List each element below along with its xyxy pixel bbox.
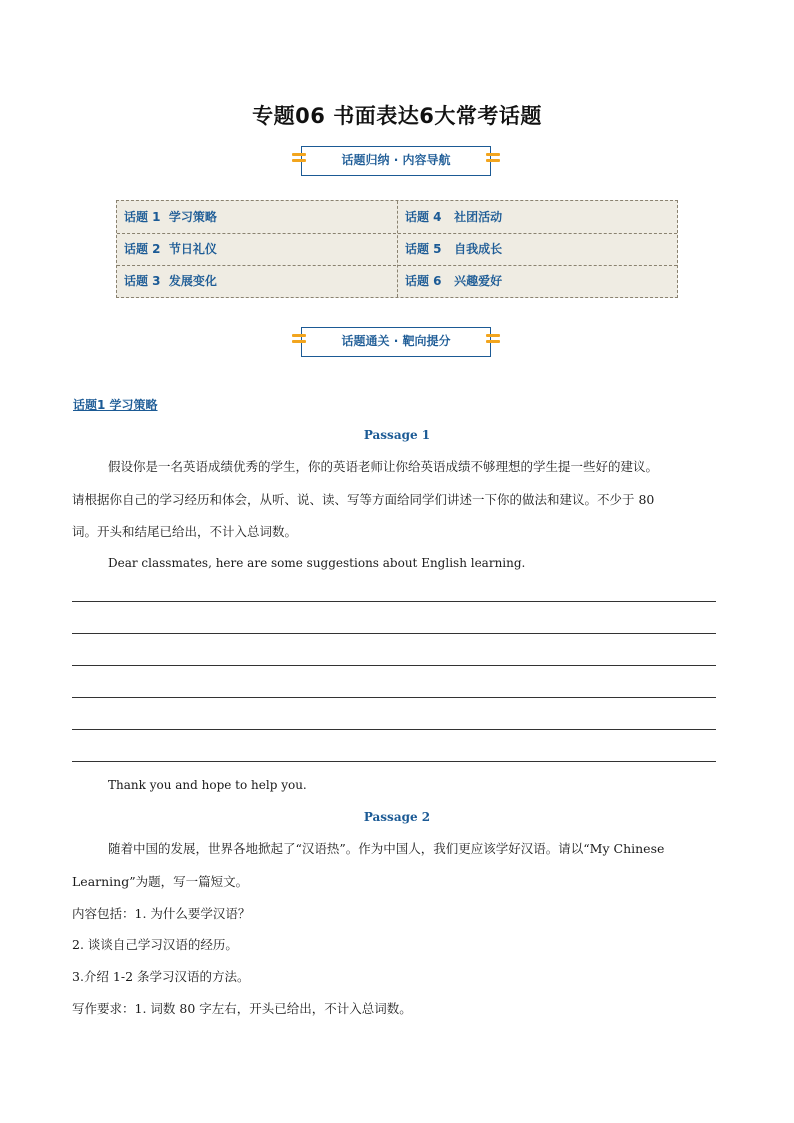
- writing-line[interactable]: [72, 761, 716, 762]
- toc-item-label: 学习策略: [168, 210, 217, 224]
- toc-item-number: 话题 5: [405, 242, 442, 256]
- passage-1-prompt-line: 词。开头和结尾已给出，不计入总词数。: [72, 524, 298, 539]
- toc-item-number: 话题 3: [124, 274, 161, 288]
- passage-2-prompt-line: 内容包括：1. 为什么要学汉语？: [72, 906, 251, 921]
- banner-stripes-icon: [486, 334, 500, 350]
- passage-1-prompt-line: 假设你是一名英语成绩优秀的学生，你的英语老师让你给英语成绩不够理想的学生提一些好的建议。: [108, 459, 659, 474]
- passage-2-prompt-line: 写作要求：1. 词数 80 字左右，开头已给出，不计入总词数。: [72, 1001, 412, 1016]
- topic-table: [116, 200, 678, 298]
- topic-heading[interactable]: 话题1 学习策略: [73, 398, 158, 412]
- banner-label: 话题通关 · 靶向提分: [341, 334, 451, 348]
- page-title: 专题06 书面表达6大常考话题: [252, 104, 542, 128]
- toc-item-number: 话题 2: [124, 242, 161, 256]
- toc-item-topic-4[interactable]: [398, 201, 502, 233]
- passage-1-opening: Dear classmates, here are some suggestions about English learning.: [108, 556, 526, 570]
- passage-2-prompt-line: Learning”为题，写一篇短文。: [72, 874, 249, 889]
- writing-line[interactable]: [72, 665, 716, 666]
- banner-stripes-icon: [292, 153, 306, 169]
- writing-line[interactable]: [72, 729, 716, 730]
- toc-item-number: 话题 1: [124, 210, 161, 224]
- writing-line[interactable]: [72, 697, 716, 698]
- toc-item-number: 话题 4: [405, 210, 442, 224]
- passage-2-prompt-line: 2. 谈谈自己学习汉语的经历。: [72, 937, 238, 952]
- toc-item-label: 发展变化: [168, 274, 217, 288]
- banner-label: 话题归纳 · 内容导航: [341, 153, 451, 167]
- writing-line[interactable]: [72, 601, 716, 602]
- toc-item-number: 话题 6: [405, 274, 442, 288]
- passage-2-prompt-line: 3.介绍 1-2 条学习汉语的方法。: [72, 969, 250, 984]
- passage-2-title: Passage 2: [363, 810, 431, 824]
- banner-stripes-icon: [486, 153, 500, 169]
- writing-line[interactable]: [72, 633, 716, 634]
- toc-item-topic-1[interactable]: [117, 201, 217, 233]
- section-banner-practice: [301, 327, 491, 357]
- passage-1-prompt-line: 请根据你自己的学习经历和体会，从听、说、读、写等方面给同学们讲述一下你的做法和建议。不少于 80: [72, 492, 655, 507]
- passage-1-closing: Thank you and hope to help you.: [108, 778, 307, 792]
- passage-1-title: Passage 1: [363, 428, 431, 442]
- toc-item-label: 自我成长: [454, 242, 503, 256]
- toc-item-label: 社团活动: [454, 210, 503, 224]
- banner-stripes-icon: [292, 334, 306, 350]
- section-banner-navigation: [301, 146, 491, 176]
- toc-item-topic-5[interactable]: [398, 233, 502, 265]
- toc-item-label: 兴趣爱好: [454, 274, 503, 288]
- passage-2-prompt-line: 随着中国的发展，世界各地掀起了“汉语热”。作为中国人，我们更应该学好汉语。请以“My Chinese: [108, 841, 665, 856]
- toc-item-topic-6[interactable]: [398, 265, 502, 297]
- toc-item-topic-3[interactable]: [117, 265, 217, 297]
- toc-item-topic-2[interactable]: [117, 233, 217, 265]
- toc-item-label: 节日礼仪: [168, 242, 217, 256]
